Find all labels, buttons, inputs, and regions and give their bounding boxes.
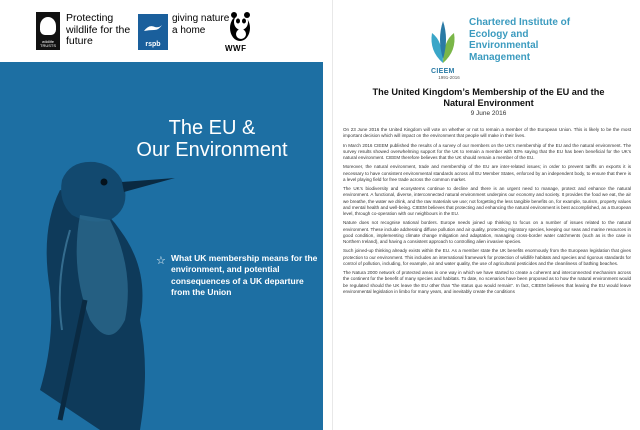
badger-icon [40,17,56,35]
body-paragraph: The Natura 2000 network of protected areas is one way in which we have started to create a coherent and interconnected mechanism across the continent for the benefit of many species and habitats. To date, no scenarios have been proposed as to how the natural environment would be regulated should the UK leave the EU other than “the status quo would remain”. In fact, CIEEM believes that leaving the EU would leave environmental legislation in limbo for many years, and inevitably create the conditions [343,270,631,294]
kingfisher-illustration [0,120,200,430]
rspb-logo-text: rspb [145,41,161,48]
body-paragraph: In March 2016 CIEEM published the results of a survey of our members on the UK’s membership of the EU and the natural environment. The survey results showed overwhelming support for the UK to remain a member with 93% saying that the EU has been beneficial for the UK’s natural environment. CIEEM therefore believes that the UK should remain a member of the EU. [343,142,631,160]
body-paragraph: Moreover, the natural environment, trade and membership of the EU are inter-related issues; in order to prevent tariffs on exports it is necessary to have consistent environmental standards across all EU Member States, enforced by an independent body, to ensure that there is a level playing field for free trade across the common market. [343,164,631,182]
partner-logo-bar [0,0,323,62]
cover-title [112,117,312,161]
wwf-logo-text: WWF [225,44,247,53]
wildlife-trusts-logo [36,12,60,50]
document-title: The United Kingdom’s Membership of the EU and the Natural Environment [372,87,605,108]
body-paragraph: Nature does not recognise national borders. Europe needs joined up thinking to focus on a number of issues related to the natural environment. These include addressing diffuse pollution and air quality, protecting migratory species, keeping our seas and marine resources in good condition, implementing climate change mitigation and adaptation, managing cross-border water catchments (such as is the case in Northern Ireland), and having a consistent approach to controlling alien invasive species. [343,220,631,244]
rspb-logo [138,14,168,50]
cover-title-line-1: The EU & [168,117,256,139]
avocet-icon [143,22,163,34]
document-page [332,0,640,430]
rspb-tagline: giving nature a home [172,13,230,36]
wildlife-trusts-logo-text: wildlife TRUSTS [40,39,56,48]
organisation-name: Chartered Institute of Ecology and Environmental Management [469,17,571,63]
body-paragraph: On 23 June 2016 the United Kingdom will vote on whether or not to remain a member of the European Union. This is likely to be the most important decision which will impact on the environment that people will make in their lives. [343,127,631,139]
body-paragraph: The UK’s biodiversity and ecosystems continue to decline and there is an urgent need to manage, protect and enhance the natural environment. A functional, diverse, interconnected natural environment underpins our economy and society. It provides the food we eat, the air we breathe, the water we drink, and the raw materials we use; not forgetting the less tangible benefits on, for example, tourism, property values and mental health and well-being. CIEEM believes that protecting and enhancing the natural environment is best accomplished, as a European level, through co-operation with our neighbours in the EU. [343,186,631,216]
document-body [343,127,631,298]
wildlife-trusts-tagline: Protecting wildlife for the future [66,12,131,47]
page-gap [323,0,332,430]
body-paragraph: Such joined-up thinking already exists within the EU. As a member state the UK benefits enormously from the European legislation that gives protection to our environment. This includes an international framework for protection of wildlife habitats and species and rigorous standards for control of pollution, including, for example, air and water quality, the use of agricultural pesticides and the cleanliness of bathing beaches. [343,248,631,266]
panda-icon [228,10,252,44]
cover-subtitle: What UK membership means for the environment, and potential consequences of a UK departure from the Union [171,253,318,297]
cieem-leaf-logo-icon [426,17,460,75]
cieem-years: 1991-2016 [438,75,460,80]
cover-title-line-2: Our Environment [136,139,288,161]
cieem-acronym: CIEEM [431,68,455,75]
star-icon: ☆ [156,255,166,267]
document-date: 9 June 2016 [470,110,507,117]
